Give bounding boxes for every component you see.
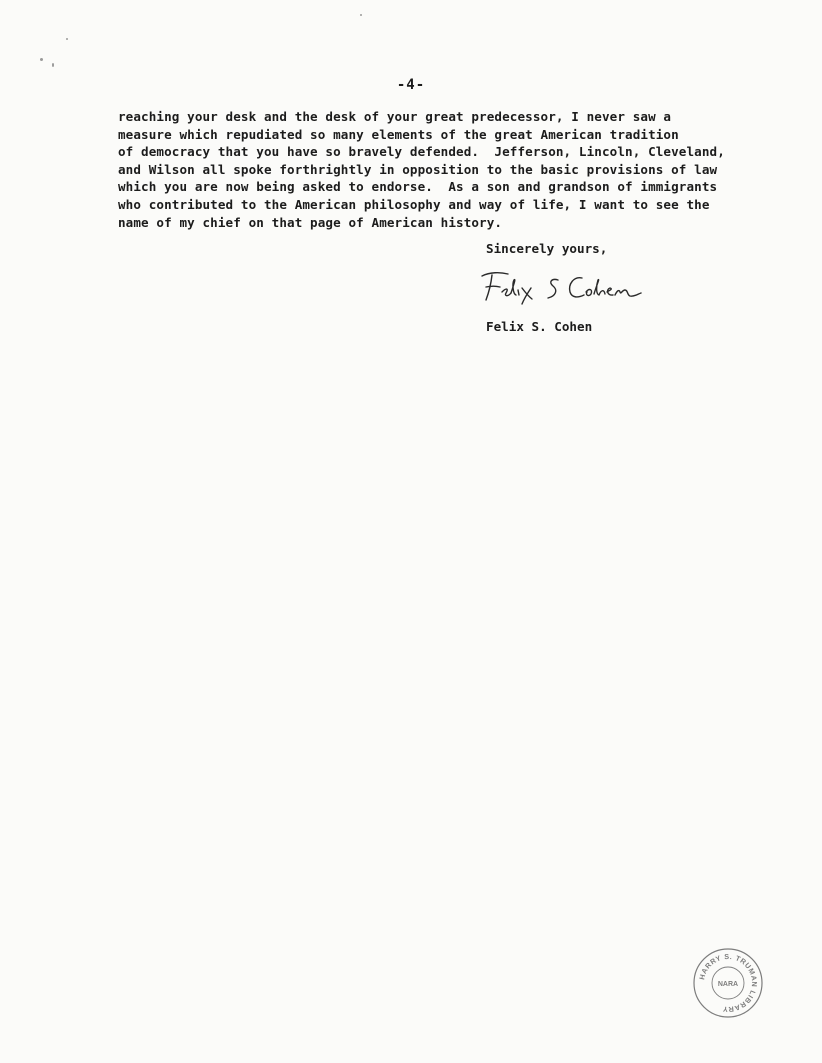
body-line: who contributed to the American philosophy and way of life, I want to see the <box>118 196 710 212</box>
library-stamp <box>690 945 766 1021</box>
scan-speck <box>360 14 362 16</box>
scan-speck <box>52 63 54 67</box>
body-line: reaching your desk and the desk of your great predecessor, I never saw a <box>118 109 672 124</box>
scan-speck <box>40 58 43 61</box>
page-number: -4- <box>396 77 426 93</box>
body-line: and Wilson all spoke forthrightly in opposition to the basic provisions of law <box>118 161 718 177</box>
body-line: name of my chief on that page of American history. <box>118 214 503 230</box>
stamp-center-text: NARA <box>717 981 739 988</box>
letter-body <box>118 108 725 231</box>
stamp-arc-text: HARRY S. TRUMAN LIBRARY <box>697 951 760 1015</box>
handwritten-signature <box>476 266 646 308</box>
body-line: of democracy that you have so bravely defended. Jefferson, Lincoln, Cleveland, <box>118 144 725 160</box>
scan-speck <box>66 38 68 40</box>
closing: Sincerely yours, <box>486 241 608 256</box>
body-line: which you are now being asked to endorse. As a son and grandson of immigrants <box>118 179 718 195</box>
body-line: measure which repudiated so many elements of the great American tradition <box>118 126 679 142</box>
signer-name: Felix S. Cohen <box>486 319 593 334</box>
